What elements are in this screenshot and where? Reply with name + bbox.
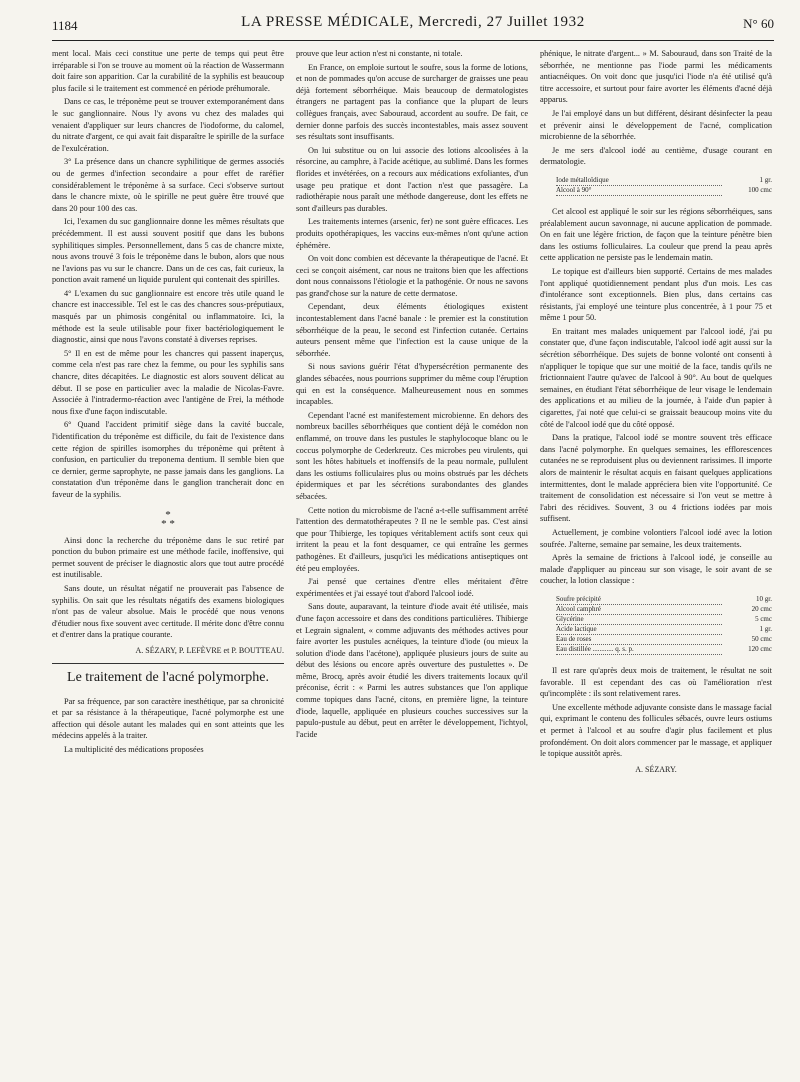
paragraph: La multiplicité des médications proposées bbox=[64, 744, 204, 754]
formula-row bbox=[556, 176, 772, 186]
paragraph: Je l'ai employé dans un but différent, désirant désinfecter la peau et prévenir ainsi le développement de l'acné, complication microbienne de la séborrhée. bbox=[540, 108, 772, 142]
quantity: 1 gr. bbox=[759, 175, 772, 184]
ingredient: Eau distillée ............ q. s. p. bbox=[556, 645, 722, 655]
paragraph: phénique, le nitrate d'argent... » M. Sabouraud, dans son Traité de la séborrhée, ne mentionne pas l'iode parmi les médicaments antiacnéiques. On voit donc que jusqu'ici l'iode n'a été utilisé qu'à titre accessoire, et surtout pour faire avorter les éléments d'acné déjà apparus. bbox=[540, 49, 772, 105]
paragraph: Une excellente méthode adjuvante consiste dans le massage facial qui, exprimant le contenu des follicules sébacés, ouvre leurs ostiums et permet à l'alcool et au soufre d'agir plus facilement et plus profondément. On doit alors commencer par le massage, et appliquer le topique aussitôt après. bbox=[540, 702, 772, 759]
paragraph: J'ai pensé que certaines d'entre elles méritaient d'être expérimentées et j'ai essayé tout d'abord l'alcool iodé. bbox=[296, 577, 528, 598]
quantity: 120 cmc bbox=[748, 644, 772, 653]
ingredient: Soufre précipité bbox=[556, 595, 722, 605]
paragraph: 6° Quand l'accident primitif siège dans la cavité buccale, l'identification du tréponème est difficile, du fait de l'existence dans cette région de spirilles isomorphes du tréponème qui prêtent à confusion, en particulier du treponema dentium. Il semble bien que ce dernier, germe saprophyte, ne passe jamais dans les ganglions. La constatation d'un tréponème dans le ganglion trancherait donc en faveur de la syphilis. bbox=[52, 420, 284, 499]
paragraph: Par sa fréquence, par son caractère inesthétique, par sa chronicité et par sa résistance à la thérapeutique, l'acné polymorphe est une affection qui désole autant les malades qui en sont atteints que les médecins appelés à la traiter. bbox=[52, 696, 284, 741]
quantity: 10 gr. bbox=[756, 594, 772, 603]
paragraph: Dans la pratique, l'alcool iodé se montre souvent très efficace dans l'acné polymorphe. En quelques semaines, les efflorescences cutanées ne se reproduisent plus ou deviennent rarissimes. Il importe alors de maintenir le résultat acquis en faisant quelques applications intermittentes, dont le malade appréciera bien vite l'opportunité. Ce traitement de consolidation est nécessaire si l'on veut se mettre à l'abri des récidives. Souvent, 3 ou 4 frictions iodées par mois suffisent. bbox=[540, 433, 772, 524]
formula-row bbox=[556, 605, 772, 615]
quantity: 5 cmc bbox=[755, 614, 772, 623]
paragraph: Ici, l'examen du suc ganglionnaire donne les mêmes résultats que précédemment. Il est aussi souvent positif que dans les bubons syphilitiques simples. Personnellement, dans 5 cas de chancre mixte, nous avons trouvé 3 fois le tréponème dans le bubon, alors que nous ne l'avions pas vu sur le chancre. Dans un de ces cas, fait curieux, la ponction avait ramené un liquide purulent qui contenait des spirilles. bbox=[52, 217, 284, 285]
journal-title: LA PRESSE MÉDICALE, Mercredi, 27 Juillet 1932 bbox=[241, 14, 585, 30]
ingredient: Glycérine bbox=[556, 615, 722, 625]
paragraph: Cette notion du microbisme de l'acné a-t-elle suffisamment arrêté l'attention des dermatothérapeutes ? Il ne le semble pas. C'est ainsi que pour Thibierge, les topiques véritablement actifs sont ceux qui irritent la peau et la font desquamer, ce qui entraîne les germes pathogènes. Et d'ailleurs, jusqu'ici les médications antiseptiques ont été peu employées. bbox=[296, 505, 528, 573]
paragraph: Cependant l'acné est manifestement microbienne. En dehors des nombreux bacilles séborrhéiques que contient déjà le comédon non enflammé, on trouve dans les pustules le staphylocoque blanc ou le coccus polymorphe de Cederkreutz. Ces microbes peu virulents, qui sont les hôtes habituels et inoffensifs de la peau normale, pullulent dans les ostiums folliculaires plus ou moins obstrués par les déchets épidermiques et par les sécrétions surabondantes des glandes sébacées. bbox=[296, 410, 528, 501]
paragraph: Il est rare qu'après deux mois de traitement, le résultat ne soit favorable. Il est cependant des cas où l'amélioration n'est qu'incomplète : ils sont relativement rares. bbox=[540, 665, 772, 699]
paragraph: ment local. Mais ceci constitue une perte de temps qui peut être irréparable si l'on se trouve au moment où la réaction de Wassermann doit faire son apparition. Car la curabilité de la syphilis est beaucoup plus facile si le traitement est commencé en période préhumorale. bbox=[52, 49, 284, 93]
header-rule bbox=[52, 40, 774, 41]
quantity: 100 cmc bbox=[748, 185, 772, 194]
formula-row bbox=[556, 635, 772, 645]
column-3 bbox=[540, 48, 772, 781]
paragraph: On voit donc combien est décevante la thérapeutique de l'acné. Et ceci se conçoit aisément, car nous ne traitons bien que les affections dont nous connaissons l'étiologie et la pathogénie. Or nous ne savons pas grand'chose sur la nature de cette dermatose. bbox=[296, 254, 528, 298]
column-2 bbox=[296, 48, 528, 742]
paragraph: Les traitements internes (arsenic, fer) ne sont guère efficaces. Les produits opothérapiques, les vaccins eux-mêmes n'ont qu'une action éphémère. bbox=[296, 217, 528, 250]
paragraph: Cet alcool est appliqué le soir sur les régions séborrhéiques, sans préalablement aucun savonnage, ni aucune application de pommade. On en fait une légère friction, de façon que la teinture pénètre bien dans les ostiums folliculaires. La couleur que prend la peau après cette application ne persiste pas le lendemain matin. bbox=[540, 206, 772, 263]
formula-iodine bbox=[556, 176, 772, 196]
formula-row bbox=[556, 595, 772, 605]
paragraph: Sans doute, auparavant, la teinture d'iode avait été utilisée, mais d'une façon accessoire et dans des conditions particulières. Thibierge et Legrain signalent, « comme adjuvants des méthodes actives pour faire avorter les pustules acnéiques, la teinture d'iode (ou mieux la solution d'iode dans l'acétone), appliquée plusieurs jours de suite au début des lésions ou encore après ouverture des pustulettes ». De même, Brocq, après avoir étudié les divers traitements locaux qu'il préconise, écrit : « Parmi les autres substances que l'on applique comme topiques dans l'acné, citons, en première ligne, la teinture d'iode, laquelle, appliquée en plusieurs couches successives sur la papulo-pustule au début, peut en arrêter le développement, l'ichtyol, l'acide bbox=[296, 602, 528, 739]
formula-row bbox=[556, 186, 772, 196]
page-number: 1184 bbox=[52, 18, 78, 33]
quantity: 20 cmc bbox=[751, 604, 772, 613]
formula-row bbox=[556, 645, 772, 655]
section-rule bbox=[52, 663, 284, 664]
page-header bbox=[52, 14, 774, 36]
column-1 bbox=[52, 48, 284, 757]
formula-sulfur-lotion bbox=[556, 595, 772, 655]
paragraph: Actuellement, je combine volontiers l'alcool iodé avec la lotion soufrée. J'alterne, semaine par semaine, les deux traitements. bbox=[540, 527, 772, 549]
formula-row bbox=[556, 625, 772, 635]
quantity: 50 cmc bbox=[751, 634, 772, 643]
paragraph: En France, on emploie surtout le soufre, sous la forme de lotions, et non de pommades qu'on accuse de surcharger de graisses une peau déjà fortement séborrhéique. Mais beaucoup de dermatologistes étrangers ne partagent pas la confiance que la plupart de leurs collègues français, avec Sabouraud, accordent au soufre. De fait, ce dernier donne parfois des succès incontestables, mais assez souvent ses résultats sont insuffisants. bbox=[296, 62, 528, 142]
article-signature: A. SÉZARY. bbox=[635, 764, 677, 774]
section-stars: * * * bbox=[161, 508, 175, 530]
paragraph: Sans doute, un résultat négatif ne prouverait pas l'absence de syphilis. On sait que les résultats négatifs des examens biologiques n'ont pas de valeur absolue. Mais le procédé que nous venons d'étudier nous fixe souvent avec certitude. Il mérite donc d'être connu et d'entrer dans la pratique courante. bbox=[52, 583, 284, 640]
paragraph: Dans ce cas, le tréponème peut se trouver extemporanément dans le suc ganglionnaire. Nous l'y avons vu chez des malades qui venaient d'appliquer sur leurs chancres de l'iodoforme, du calomel, du nitrate d'argent, ce qui avait fait disparaître le spirille de la surface de l'exulcération. bbox=[52, 97, 284, 153]
ingredient: Iode métalloïdique bbox=[556, 176, 722, 186]
ingredient: Alcool à 90° bbox=[556, 186, 722, 196]
paragraph: 4° L'examen du suc ganglionnaire est encore très utile quand le chancre est inaccessible. Tel est le cas des chancres sous-préputiaux, masqués par un phimosis congénital ou inflammatoire. Ici, la méthode est la seule utilisable pour fixer bactériologiquement le diagnostic, ainsi que nous l'avons constaté à diverses reprises. bbox=[52, 288, 284, 345]
article-signature: A. SÉZARY, P. LEFÈVRE et P. BOUTTEAU. bbox=[135, 645, 284, 655]
formula-row bbox=[556, 615, 772, 625]
ingredient: Eau de roses bbox=[556, 635, 722, 645]
paragraph: Si nous savions guérir l'état d'hypersécrétion permanente des glandes sébacées, nous pourrions supprimer du même coup l'éruption qui en est la conséquence. Malheureusement nous en sommes incapables. bbox=[296, 362, 528, 407]
quantity: 1 gr. bbox=[759, 624, 772, 633]
issue-number: N° 60 bbox=[743, 16, 774, 31]
paragraph: Ainsi donc la recherche du tréponème dans le suc retiré par ponction du bubon primaire est une méthode facile, inoffensive, qui permet souvent de préciser le diagnostic alors que tout autre procédé est inutilisable. bbox=[52, 535, 284, 580]
section-title: Le traitement de l'acné polymorphe. bbox=[67, 669, 269, 685]
paragraph: On lui substitue ou on lui associe des lotions alcoolisées à la résorcine, au camphre, à l'acide acétique, au sublimé. Dans les formes florides et invétérées, on a recours aux médications exfoliantes, d'un usage peu pratique et dont l'action n'est que passagère. La radiothérapie nous paraît une méthode dangereuse, dont les effets ne sont d'ailleurs pas durables. bbox=[296, 145, 528, 213]
paragraph: 3° La présence dans un chancre syphilitique de germes associés ou de germes d'infection secondaire a pour effet de raréfier considérablement le tréponème à sa surface. Ceci s'observe surtout dans le chancre mixte, où le spirille ne peut guère être trouvé que dans 20 pour 100 des cas. bbox=[52, 157, 284, 213]
paragraph: 5° Il en est de même pour les chancres qui passent inaperçus, comme cela n'est pas rare chez la femme, ou pour les syphilis sans chancre, dites décapitées. Le diagnostic est alors souvent délicat au début. Il se pose en particulier avec la maladie de Nicolas-Favre. Associée à l'intradermo-réaction avec l'antigène de Frei, la méthode nous fixe d'une façon indiscutable. bbox=[52, 348, 284, 416]
paragraph: Le topique est d'ailleurs bien supporté. Certains de mes malades l'ont appliqué quotidiennement pendant plus d'un mois. Les cas d'intolérance sont exceptionnels. Bien plus, dans certains cas résistants, j'ai employé une teinture plus concentrée, à 1 pour 75 et même 1 pour 50. bbox=[540, 266, 772, 323]
paragraph: prouve que leur action n'est ni constante, ni totale. bbox=[296, 49, 463, 58]
paragraph: Après la semaine de frictions à l'alcool iodé, je conseille au malade d'appliquer au pinceau sur son visage, le soir avant de se coucher, la lotion classique : bbox=[540, 553, 772, 586]
paragraph: Cependant, deux éléments étiologiques existent incontestablement dans l'acné banale : le premier est la constitution séborrhéique de la peau, le second est l'infection cutanée. Certains auteurs pensent même que l'infection est la cause unique de la séborrhée. bbox=[296, 302, 528, 358]
ingredient: Acide lactique bbox=[556, 625, 722, 635]
ingredient: Alcool camphré bbox=[556, 605, 722, 615]
paragraph: Je me sers d'alcool iodé au centième, d'usage courant en dermatologie. bbox=[540, 145, 772, 167]
paragraph: En traitant mes malades uniquement par l'alcool iodé, j'ai pu constater que, d'une façon indiscutable, l'alcool iodé agit aussi sur la sécrétion séborrhéique. Des sujets de bonne volonté ont consenti à n'appliquer le topique que sur une moitié de la face, tandis qu'ils ne frictionnaient l'autre qu'avec de l'alcool à 90°. Au bout de quelques semaines, en étudiant l'état séborrhéique de leur visage le lendemain des applications et au milieu de la journée, à l'aide d'un papier à cigarettes, j'ai noté que celui-ci se graissait beaucoup moins vite du côté de l'alcool iodé que du côté opposé. bbox=[540, 326, 772, 429]
